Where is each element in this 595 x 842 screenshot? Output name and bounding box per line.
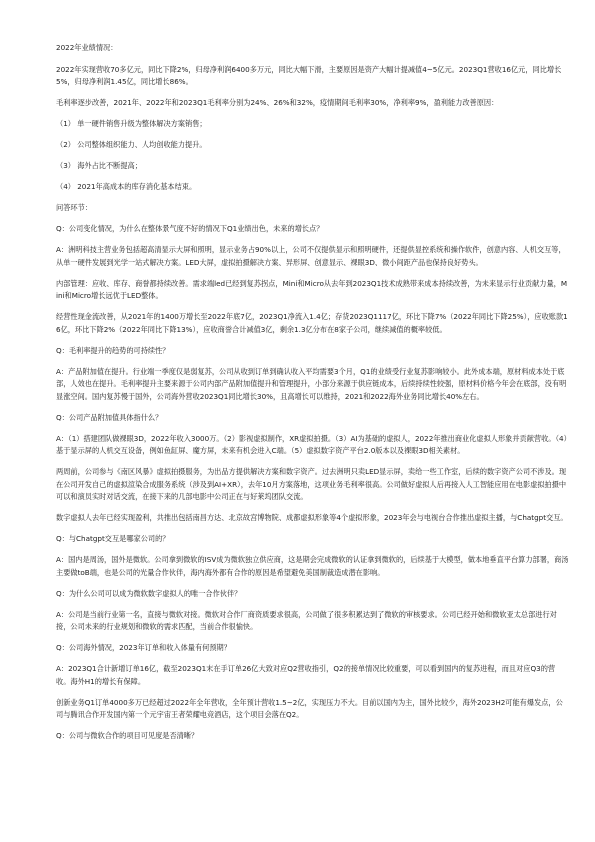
question-2: Q：毛利率提升的趋势的可持续性？ <box>56 345 170 355</box>
paragraph-2022-results: 2022年实现营收70多亿元，同比下降2%，归母净利润6400多万元，同比大幅下滑，主要原因是资产大幅计提减值4~5亿元。2023Q1营收16亿元，同比增长5%，归母净利润1.45亿，同比增长86%。 <box>56 64 562 86</box>
section-title: 2022年业绩情况： <box>56 43 118 52</box>
paragraph-innovation-business: 创新业务Q1订单4000多万已经超过2022年全年营收，全年预计营收1.5~2亿，实现压力不大。目前以国内为主，国外比较少，海外2023H2可能有爆发点，公司与腾讯合作开发国内第一个元宇宙王者荣耀电竞酒店，这个项目会落在Q2。 <box>56 697 563 719</box>
question-7: Q：公司与微软合作的项目可见度是否清晰？ <box>56 731 199 740</box>
answer-3: A：（1）搭建团队做裸眼3D，2022年收入3000万。（2）影视虚拟制作，XR虚拟拍摄。（3）AI为基础的虚拟人，2022年推出商业化虚拟人形象并贡献营收。（4）基于显示屏的人机交互设备，例如鱼缸屏、魔方屏，未来有机会进入C端。（5）虚拟数字资产平台2.0版本以及裸眼3D相关素材。 <box>56 433 568 455</box>
question-6: Q：公司海外情况，2023年订单和收入体量有何预期？ <box>56 643 231 652</box>
answer-4: A：国内是周汤，国外是微软。公司拿到微软的ISV成为微软独立供应商，这是期会完成微软的认证拿到微软的，后续基于大模型，做本地垂直平台算力部署，商汤主要做toB端，也是公司的光量合作伙伴，海内海外都有合作的原因是希望避免美国制裁造成潜在影响。 <box>56 555 569 577</box>
answer-2: A：产品附加值在提升。行业端一季度仅是弱复苏，公司从收到订单到确认收入平均需要3个月，Q1的业绩受行业复苏影响较小。此外成本端，原材料成本处于底部，人效也在提升。毛利率提升主要来源于公司内部产品附加值提升和管理提升，小部分来源于供应链成本，后续持续性较强，原材料价格今年会在底部，没有明显涨空间。国内复苏慢于国外，公司海外营收2023Q1同比增长30%，且高增长可以维持，2021和2022海外业务同比增长40%左右。 <box>56 366 567 401</box>
paragraph-gross-margin: 毛利率逐步改善，2021年、2022年和2023Q1毛利率分别为24%、26%和32%，疫情期间毛利率30%，净利率9%，盈利能力改善原因： <box>56 98 499 107</box>
paragraph-virtual-shooting: 两周前，公司参与《南区风暴》虚拟拍摄服务，为出品方提供解决方案和数字资产。过去洲明只卖LED显示屏，卖给一些工作室，后续的数字资产公司不涉及。现在公司开发自己的虚拟渲染合成服务系统（涉及到AI+XR），去年10月方案落地，这项业务毛利率很高。公司做好虚拟人后再接入人工智能应用在电影虚拟拍摄中可以和演员实时对话交流，在接下来的几部电影中公司正在与好莱坞团队交流。 <box>56 467 567 501</box>
list-item-reason-1: （1） 单一硬件销售升级为整体解决方案销售； <box>56 119 207 128</box>
list-item-reason-3: （3） 海外占比不断提高； <box>56 161 142 170</box>
question-5: Q：为什么公司可以成为微软数字虚拟人的唯一合作伙伴？ <box>56 588 242 598</box>
paragraph-internal-management: 内部管理：应收、库存、商誉都持续改善。需求端led已经到复苏拐点，Mini和Micro从去年到2023Q1技术成熟带来成本持续改善，为未来显示行业贡献力量，Mini和Micro增长远优于LED整体。 <box>56 278 568 300</box>
question-4: Q：与Chatgpt交互是哪家公司的？ <box>56 534 170 543</box>
document-page <box>56 42 569 751</box>
answer-1: A：洲明科技主营业务包括超高清显示大屏和照明，显示业务占90%以上，公司不仅提供显示和照明硬件，还提供显控系统和操作软件，创意内容、人机交互等，从单一硬件发展到光学一站式解决方案。LED大屏，虚拟拍摄解决方案、异形屏、创意显示、裸眼3D、微小间距产品也保持良好势头。 <box>56 245 566 267</box>
list-item-reason-2: （2） 公司整体组织能力、人均创收能力提升。 <box>56 140 207 149</box>
answer-5: A：公司是当前行业第一名，直接与微软对接。微软对合作厂商资质要求很高，公司做了很多积累达到了微软的审核要求。公司已经开始和微软亚太总部进行对接，公司未来的行业规划和微软的需求匹配，当前合作很愉快。 <box>56 609 557 631</box>
qa-heading: 问答环节： <box>56 203 92 212</box>
paragraph-cash-flow: 经营性现金流改善，从2021年的1400万增长至2022年底7亿，2023Q1净流入1.4亿；存货2023Q1117亿，环比下降7%（2022年同比下降25%），应收账款16亿，环比下降2%（2022年同比下降13%），应收商誉合计减值3亿，剩余1.3亿分布在8家子公司，继续减值的概率较低。 <box>56 312 568 334</box>
question-3: Q：公司产品附加值具体指什么？ <box>56 412 163 422</box>
question-1: Q：公司变化情况，为什么在整体景气度不好的情况下Q1业绩出色，未来的增长点？ <box>56 224 324 233</box>
paragraph-digital-human: 数字虚拟人去年已经实现盈利，共推出包括南昌方达、北京故宫博物院、成都虚拟形象等4个虚拟形象，2023年会与电视台合作推出虚拟主播，与Chatgpt交互。 <box>56 513 568 522</box>
list-item-reason-4: （4） 2021年高成本的库存消化基本结束。 <box>56 182 197 191</box>
answer-6: A：2023Q1合计新增订单16亿，截至2023Q1末在手订单26亿大致对应Q2营收指引，Q2的接单情况比较重要，可以看到国内的复苏进程，而且对应Q3的营收。海外H1的增长有保障。 <box>56 664 556 686</box>
